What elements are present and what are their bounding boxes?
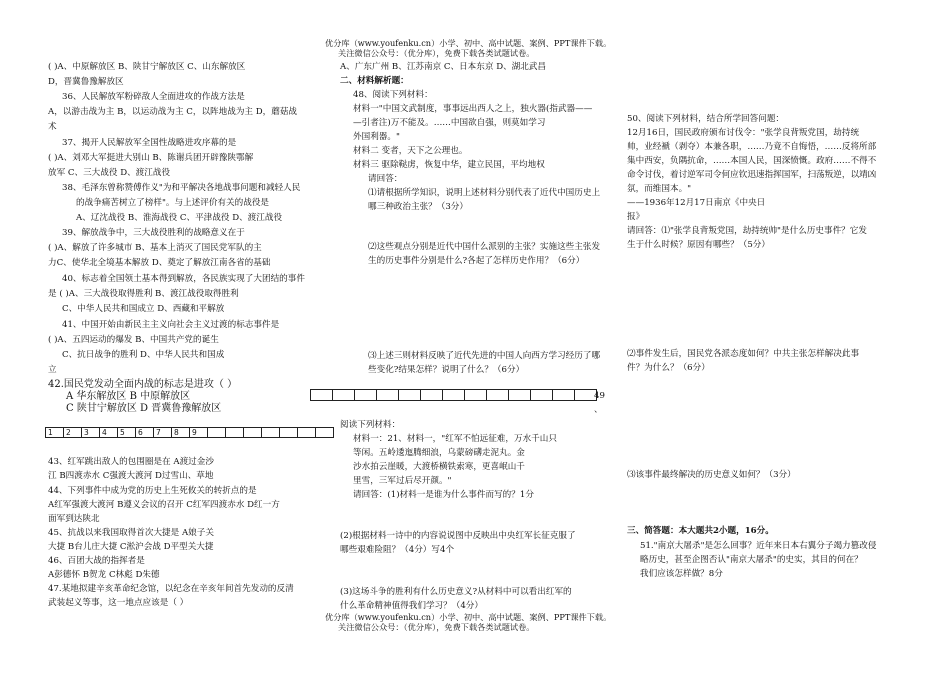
grid-cell[interactable]: 8 bbox=[172, 428, 190, 438]
grid-cell[interactable] bbox=[333, 390, 355, 401]
q46-stem: 46、百团大战的指挥者是 bbox=[48, 556, 145, 566]
grid-cell[interactable]: 2 bbox=[64, 428, 82, 438]
q41-options-cont: 立 bbox=[48, 365, 57, 375]
grid-cell[interactable] bbox=[553, 390, 575, 401]
q51-line2: 略历史，甚至企图否认"南京大屠杀"的史实，其目的何在？ bbox=[640, 555, 863, 565]
q41-stem: 41、中国开始由新民主主义向社会主义过渡的标志事件是 bbox=[62, 320, 280, 330]
q49-sub2-cont: 哪些艰难险阻？（4分）写4个 bbox=[340, 545, 455, 555]
q38-stem: 38、毛泽东曾称赞傅作义"为和平解决各地战事问题和减轻人民 bbox=[62, 183, 301, 193]
q50-source: ——1936年12月17日南京《中央日 bbox=[627, 198, 766, 208]
q51-line1: 51."南京大屠杀"是怎么回事？近年来日本右翼分子竭力篡改侵 bbox=[640, 541, 877, 551]
q48-stem: 48、阅读下列材料： bbox=[353, 90, 433, 100]
grid-cell[interactable]: 1 bbox=[46, 428, 64, 438]
q40-stem: 40、标志着全国领土基本得到解放，各民族实现了大团结的事件 bbox=[62, 274, 305, 284]
q41-options-b: C、抗日战争的胜利 D、中华人民共和国成 bbox=[62, 350, 225, 360]
q35-options-a: ( )A、中原解放区 B、陕甘宁解放区 C、山东解放区 bbox=[48, 62, 246, 72]
grid-cell[interactable] bbox=[244, 428, 262, 438]
q42-options-a: A 华东解放区 B 中原解放区 bbox=[66, 391, 191, 402]
q47-stem-cont: 武装起义等事，这一地点应该是（ ） bbox=[48, 598, 189, 608]
q49-material-1-line4: 里雪，三军过后尽开颜。" bbox=[353, 476, 452, 486]
header-line-2: 关注微信公众号：（优分库），免费下载各类试题试卷。 bbox=[338, 48, 535, 58]
q48-sub2: ⑵这些观点分别是近代中国什么派别的主张？实施这些主张发 bbox=[368, 242, 601, 252]
header-line-1: 优分库（www.youfenku.cn）小学、初中、高中试题、案例、PPT课件下载。 bbox=[325, 38, 612, 48]
q42-options-b: C 陕甘宁解放区 D 晋冀鲁豫解放区 bbox=[66, 403, 222, 414]
q49-sub3-cont: 什么革命精神值得我们学习？（4分） bbox=[340, 601, 483, 611]
q47-options: A、广东广州 B、江苏南京 C、日本东京 D、湖北武昌 bbox=[340, 62, 547, 72]
grid-cell[interactable] bbox=[280, 428, 298, 438]
q47-stem: 47.某地拟建辛亥革命纪念馆，以纪念在辛亥年间首先发动的反清 bbox=[48, 584, 294, 594]
q48-material-1: 材料一"中国文武制度，事事远出西人之上，独火器(指武器—— bbox=[353, 104, 593, 114]
grid-cell[interactable] bbox=[316, 428, 334, 438]
q39-options-a: ( )A、解放了许多城市 B、基本上消灭了国民党军队的主 bbox=[48, 243, 262, 253]
q40-options-a: 是 ( )A、三大战役取得胜利 B、渡江战役取得胜利 bbox=[48, 289, 239, 299]
q48-sub3-cont: 些变化?结果怎样？说明了什么？（6分） bbox=[368, 365, 525, 375]
q49-sub1: 请回答：(1)材料一是谁为什么事件而写的？1分 bbox=[353, 490, 534, 500]
grid-cell[interactable] bbox=[465, 390, 487, 401]
q35-options-b: D，晋冀鲁豫解放区 bbox=[48, 77, 124, 87]
q44-options: A红军强渡大渡河 B遵义会议的召开 C红军四渡赤水 D红一方 bbox=[48, 500, 280, 510]
q50-material-line2: 帅，业经褫（剥夺）本兼各职，……乃竟不自悔悟，……反将所部 bbox=[627, 142, 877, 152]
grid-cell[interactable] bbox=[377, 390, 399, 401]
grid-cell[interactable]: 9 bbox=[190, 428, 208, 438]
q50-sub1-cont: 生于什么时候？原因有哪些？（5分） bbox=[627, 240, 770, 250]
q49-material-1-line2: 等闲。五岭逶迤腾细浪，乌蒙磅礴走泥丸。金 bbox=[353, 448, 525, 458]
q48-sub3: ⑶上述三则材料反映了近代先进的中国人向西方学习经历了哪 bbox=[368, 351, 601, 361]
q48-material-1-cont: —引者注)万不能及。……中国欲自强，则莫如学习 bbox=[353, 118, 546, 128]
grid-cell[interactable]: 6 bbox=[136, 428, 154, 438]
q50-source-cont: 报》 bbox=[627, 212, 645, 222]
grid-cell[interactable] bbox=[298, 428, 316, 438]
grid-cell[interactable]: 7 bbox=[154, 428, 172, 438]
q50-sub2-cont: 件？为什么？（6分） bbox=[627, 363, 710, 373]
q50-sub3: ⑶该事件最终解决的历史意义如何？（3分） bbox=[627, 470, 796, 480]
grid-cell[interactable] bbox=[208, 428, 226, 438]
q44-stem: 44、下列事件中成为党的历史上生死攸关的转折点的是 bbox=[48, 486, 257, 496]
q48-sub2-cont: 生的历史事件分别是什么?各起了怎样历史作用？（6分） bbox=[368, 256, 585, 266]
section-2-title: 二、材料解析题： bbox=[340, 76, 409, 86]
q50-sub1: 请回答：⑴"张学良背叛党国，劫持统帅"是什么历史事件？它发 bbox=[627, 226, 867, 236]
q39-stem: 39、解放战争中，三大战役胜利的战略意义在于 bbox=[62, 228, 245, 238]
q44-options-cont: 面军到达陕北 bbox=[48, 514, 100, 524]
q50-material-line3: 集中西安，负隅抗命，……本国人民，国深愤慨。政府……不得不 bbox=[627, 156, 877, 166]
q50-material-line4: 命令讨伐，着讨逆军司令何应钦迅速指挥国军，扫荡叛逆，以靖凶 bbox=[627, 170, 877, 180]
footer-line-1: 优分库（www.youfenku.cn）小学、初中、高中试题、案例、PPT课件下载。 bbox=[325, 612, 612, 622]
q46-options: A彭德怀 B贺龙 C林彪 D朱德 bbox=[48, 570, 160, 580]
q48-material-1-end: 外国利器。" bbox=[353, 132, 400, 142]
q50-material-line1: 12月16日，国民政府颁布讨伐令："张学良背叛党国，劫持统 bbox=[627, 128, 860, 138]
q40-options-b: C、中华人民共和国成立 D、西藏和平解放 bbox=[62, 304, 225, 314]
q41-options-a: ( )A、五四运动的爆发 B、中国共产党的诞生 bbox=[48, 335, 219, 345]
q45-options: 大捷 B台儿庄大捷 C淞沪会战 D平型关大捷 bbox=[48, 542, 214, 552]
grid-cell[interactable] bbox=[487, 390, 509, 401]
q48-prompt: 请回答： bbox=[368, 174, 403, 184]
grid-cell[interactable] bbox=[262, 428, 280, 438]
q48-material-3: 材料三 驱除鞑虏，恢复中华，建立民国，平均地权 bbox=[353, 160, 545, 170]
q37-options-a: ( )A、刘邓大军挺进大别山 B、陈谢兵团开辟豫陕鄂解 bbox=[48, 153, 254, 163]
q50-material-line5: 氛，而维国本。" bbox=[627, 184, 692, 194]
q38-stem-cont: 的战争痛苦树立了榜样"。与上述评价有关的战役是 bbox=[76, 198, 270, 208]
q43-stem: 43、红军跳出敌人的包围圈是在 A渡过金沙 bbox=[48, 457, 214, 467]
q36-options-cont: 术 bbox=[48, 122, 57, 132]
grid-cell[interactable]: 3 bbox=[82, 428, 100, 438]
grid-cell[interactable] bbox=[509, 390, 531, 401]
q50-stem: 50、阅读下列材料，结合所学回答问题： bbox=[627, 114, 785, 124]
grid-cell[interactable] bbox=[531, 390, 553, 401]
q50-sub2: ⑵事件发生后，国民党各派态度如何？中共主张怎样解决此事 bbox=[627, 349, 860, 359]
section-3-title: 三、简答题：本大题共2小题，16分。 bbox=[627, 526, 774, 536]
grid-cell[interactable] bbox=[421, 390, 443, 401]
q48-material-2: 材料二 变者，天下之公理也。 bbox=[353, 146, 468, 156]
q49-number-suffix: 、 bbox=[594, 405, 603, 415]
grid-cell[interactable] bbox=[355, 390, 377, 401]
grid-cell[interactable] bbox=[311, 390, 333, 401]
q49-material-1-line3: 沙水拍云崖暖，大渡桥横铁索寒，更喜岷山千 bbox=[353, 462, 525, 472]
footer-line-2: 关注微信公众号：（优分库），免费下载各类试题试卷。 bbox=[338, 622, 535, 632]
answer-grid-left bbox=[45, 427, 334, 438]
grid-cell[interactable] bbox=[399, 390, 421, 401]
q45-stem: 45、抗战以来我国取得首次大捷是 A娘子关 bbox=[48, 528, 214, 538]
grid-cell[interactable]: 5 bbox=[118, 428, 136, 438]
q48-sub1-cont: 哪三种政治主张？（3分） bbox=[368, 202, 468, 212]
q43-options: 江 B四渡赤水 C强渡大渡河 D过雪山、草地 bbox=[48, 471, 214, 481]
q37-stem: 37、揭开人民解放军全国性战略进攻序幕的是 bbox=[62, 138, 237, 148]
q49-number: 49 bbox=[594, 391, 605, 401]
q37-options-b: 放军 C、三大战役 D、渡江战役 bbox=[48, 168, 171, 178]
grid-cell[interactable] bbox=[226, 428, 244, 438]
grid-cell[interactable]: 4 bbox=[100, 428, 118, 438]
q48-sub1: ⑴请根据所学知识，说明上述材料分别代表了近代中国历史上 bbox=[368, 188, 601, 198]
q39-options-b: 力C、使华北全境基本解放 D、奠定了解放江南各省的基础 bbox=[48, 258, 271, 268]
q49-stem: 阅读下列材料： bbox=[340, 420, 401, 430]
q36-options: A，以游击战为主 B，以运动战为主 C，以阵地战为主 D，蘑菇战 bbox=[48, 107, 298, 117]
q49-sub2: (2)根据材料一诗中的内容说说图中反映出中央红军长征克服了 bbox=[340, 531, 576, 541]
q42-stem: 42.国民党发动全面内战的标志是进攻（ ） bbox=[48, 379, 238, 390]
q49-sub3: (3)这场斗争的胜利有什么历史意义?从材料中可以看出红军的 bbox=[340, 587, 572, 597]
q38-options: A、辽沈战役 B、淮海战役 C、平津战役 D、渡江战役 bbox=[76, 213, 283, 223]
q51-line3: 我们应该怎样做？8分 bbox=[640, 569, 723, 579]
q36-stem: 36、人民解放军粉碎敌人全面进攻的作战方法是 bbox=[62, 92, 245, 102]
answer-grid-middle bbox=[310, 389, 597, 401]
grid-cell[interactable] bbox=[443, 390, 465, 401]
q49-material-1: 材料一：21、材料一，"红军不怕远征难，万水千山只 bbox=[353, 434, 557, 444]
